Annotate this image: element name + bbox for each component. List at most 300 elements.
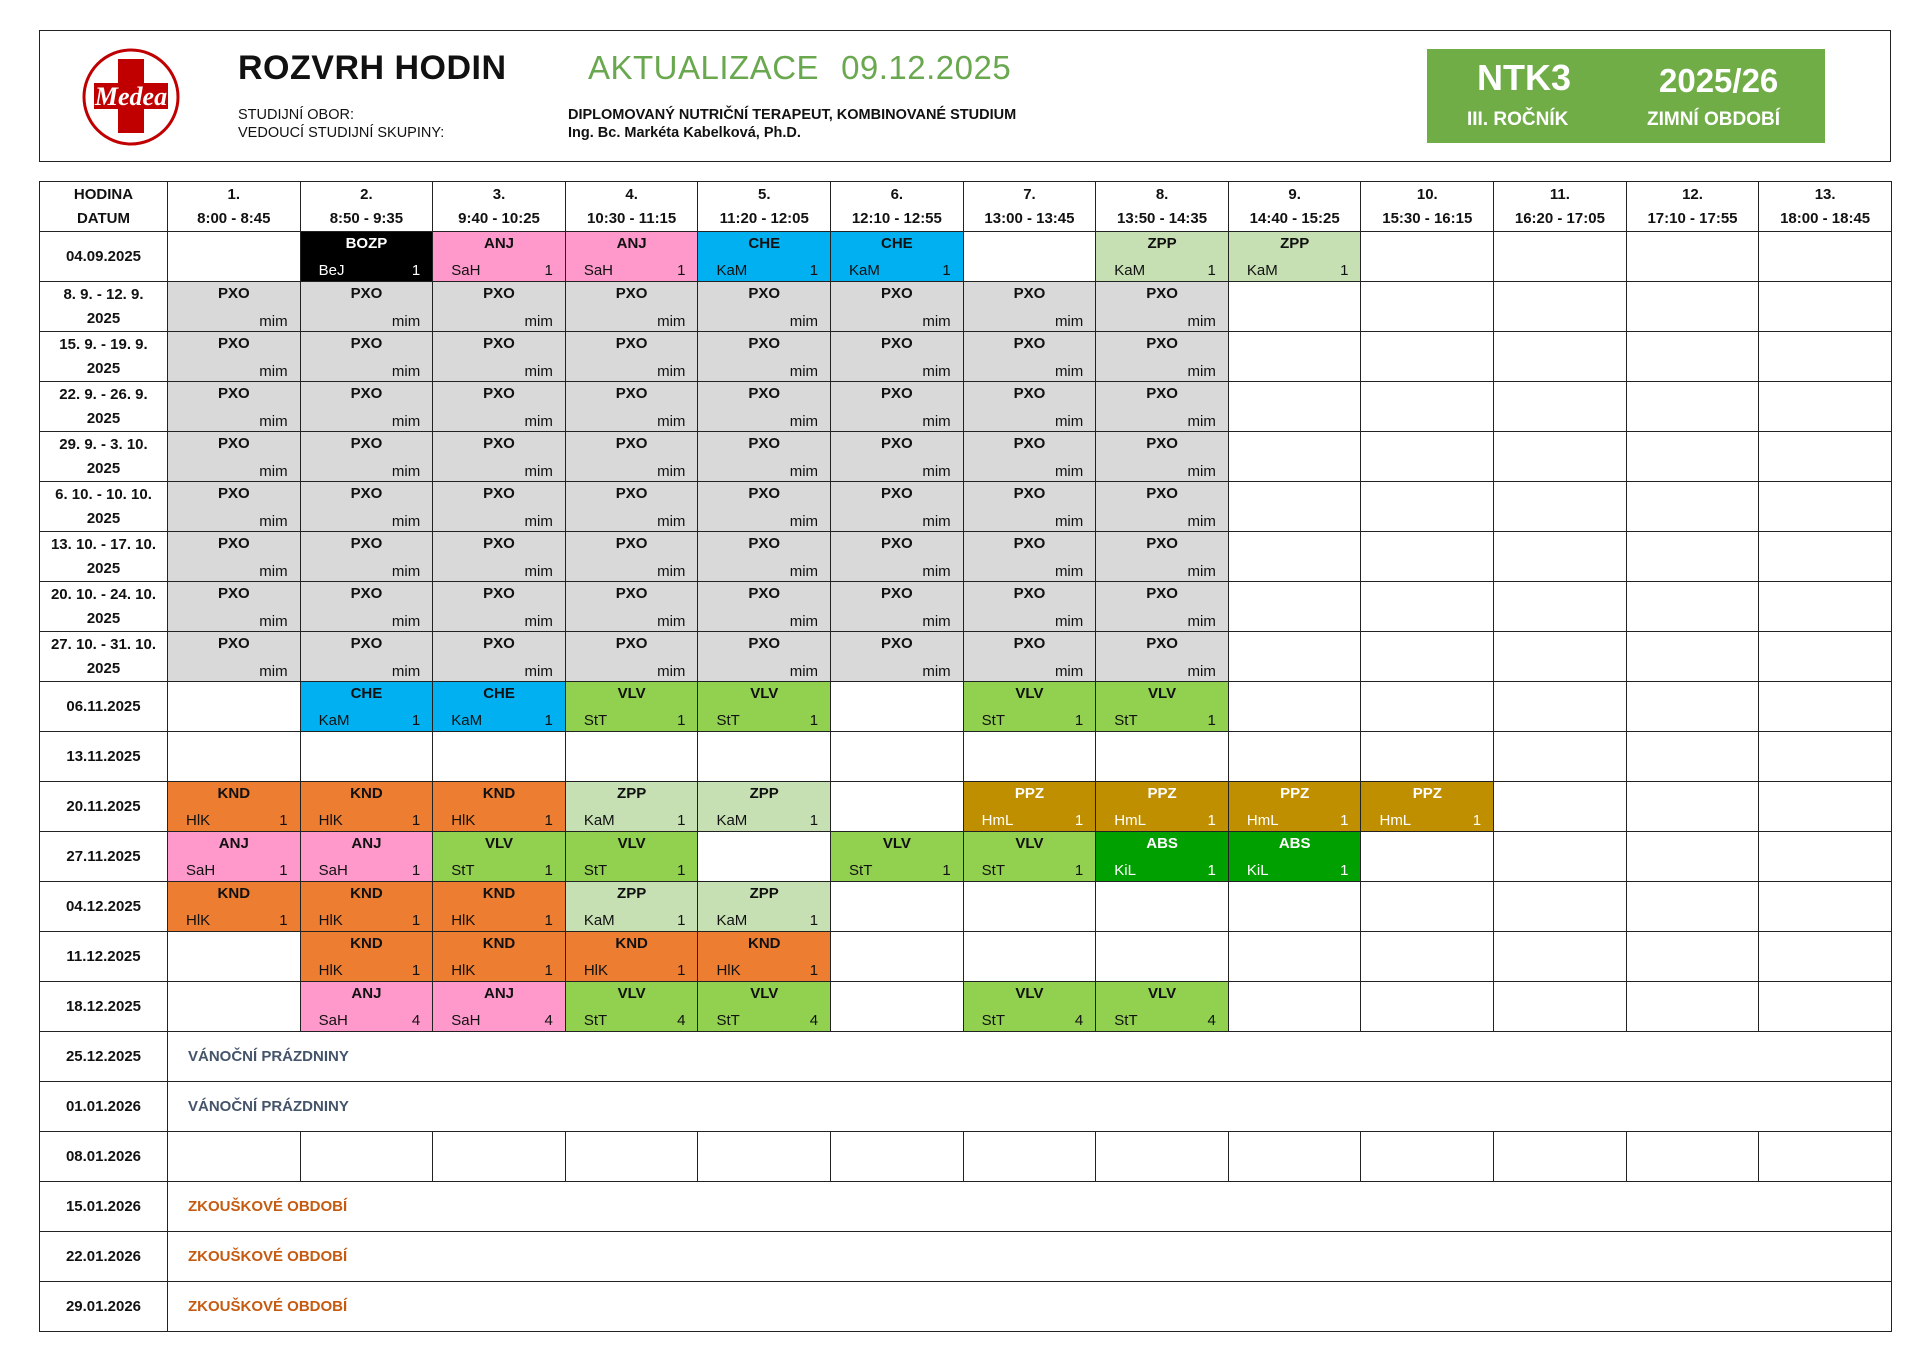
location-code: mim	[789, 463, 819, 480]
subject-code: ANJ	[484, 985, 515, 1002]
lesson-count: 1	[1340, 262, 1349, 279]
location-code: mim	[789, 313, 819, 330]
empty-cell	[1494, 382, 1627, 432]
empty-cell	[1228, 582, 1361, 632]
empty-cell	[168, 732, 301, 782]
location-code: mim	[922, 563, 951, 580]
lesson-cell	[433, 782, 566, 832]
date-cell	[40, 1232, 168, 1282]
lesson-cell	[831, 832, 964, 882]
lesson-count: 1	[1207, 262, 1216, 279]
lesson-count: 1	[809, 262, 819, 279]
teacher-code: StT	[981, 1012, 1005, 1029]
lesson-cell	[1096, 232, 1229, 282]
subject-code: PXO	[217, 285, 250, 302]
location-code: mim	[657, 613, 686, 630]
period-header	[565, 182, 698, 232]
lesson-cell	[1361, 782, 1494, 832]
teacher-code: HlK	[716, 962, 741, 979]
lesson-cell	[565, 782, 698, 832]
empty-cell	[1361, 932, 1494, 982]
location-code: mim	[1187, 563, 1216, 580]
date-cell	[40, 932, 168, 982]
teacher-code: HlK	[318, 962, 343, 979]
location-code: mim	[1187, 413, 1216, 430]
date-text: 2025	[86, 309, 121, 327]
lesson-cell	[698, 582, 831, 632]
date-cell	[40, 732, 168, 782]
subject-code: PXO	[881, 385, 913, 402]
empty-cell	[168, 232, 301, 282]
date-text: 20. 10. - 24. 10.	[50, 585, 157, 603]
lesson-cell	[698, 682, 831, 732]
subject-code: PXO	[350, 435, 383, 452]
teacher-code: HlK	[451, 962, 476, 979]
date-cell	[40, 232, 168, 282]
subject-code: PXO	[217, 335, 250, 352]
lesson-cell	[1096, 982, 1229, 1032]
svg-text:Medea: Medea	[94, 82, 168, 111]
table-row	[40, 282, 1892, 332]
empty-cell	[300, 1132, 433, 1182]
lesson-cell	[300, 382, 433, 432]
empty-cell	[1759, 482, 1892, 532]
lesson-cell	[1096, 382, 1229, 432]
lesson-cell	[831, 582, 964, 632]
date-text: 01.01.2026	[65, 1097, 142, 1115]
location-code: mim	[1054, 413, 1084, 430]
lesson-cell	[433, 382, 566, 432]
empty-cell	[1759, 932, 1892, 982]
lesson-cell	[168, 582, 301, 632]
teacher-code: HmL	[1114, 812, 1146, 829]
date-cell	[40, 532, 168, 582]
location-code: mim	[259, 663, 288, 680]
location-code: mim	[259, 313, 288, 330]
teacher-code: StT	[1114, 1012, 1138, 1029]
teacher-code: KaM	[583, 912, 615, 929]
teacher-code: SaH	[318, 862, 348, 879]
period-time: 9:40 - 10:25	[458, 209, 540, 227]
subject-code: PPZ	[1147, 785, 1177, 802]
date-cell	[40, 582, 168, 632]
date-text: 06.11.2025	[66, 697, 141, 715]
empty-cell	[698, 832, 831, 882]
academic-year: 2025/26	[1659, 62, 1779, 99]
table-row	[40, 1182, 1892, 1232]
date-text: 27. 10. - 31. 10.	[50, 635, 157, 653]
subject-code: ANJ	[484, 235, 515, 252]
empty-cell	[1361, 732, 1494, 782]
lesson-cell	[168, 482, 301, 532]
empty-cell	[1228, 932, 1361, 982]
lesson-cell	[168, 832, 301, 882]
lesson-cell	[565, 882, 698, 932]
subject-code: PXO	[748, 285, 781, 302]
date-text: 22. 9. - 26. 9.	[59, 385, 148, 403]
field-label: STUDIJNÍ OBOR:	[238, 107, 355, 123]
period-number: 10.	[1416, 185, 1438, 203]
lesson-cell	[433, 532, 566, 582]
semester: ZIMNÍ OBDOBÍ	[1647, 109, 1780, 130]
date-cell	[40, 1082, 168, 1132]
lesson-cell	[831, 332, 964, 382]
empty-cell	[1361, 582, 1494, 632]
corner-hour: HODINA	[73, 185, 134, 203]
period-time: 14:40 - 15:25	[1249, 209, 1340, 227]
subject-code: PXO	[483, 485, 515, 502]
field-value: DIPLOMOVANÝ NUTRIČNÍ TERAPEUT, KOMBINOVANÉ STUDIUM	[568, 107, 1017, 123]
teacher-code: HmL	[981, 812, 1014, 829]
lesson-cell	[1228, 232, 1361, 282]
teacher-code: BeJ	[318, 262, 345, 279]
location-code: mim	[1187, 663, 1216, 680]
location-code: mim	[524, 313, 553, 330]
empty-cell	[1361, 382, 1494, 432]
location-code: mim	[657, 413, 686, 430]
lesson-count: 1	[1074, 812, 1084, 829]
lesson-cell	[1228, 782, 1361, 832]
subject-code: VLV	[484, 835, 514, 852]
date-text: 2025	[86, 409, 121, 427]
subject-code: PXO	[483, 285, 515, 302]
empty-cell	[1361, 482, 1494, 532]
lesson-count: 1	[544, 812, 553, 829]
table-row	[40, 932, 1892, 982]
lesson-count: 1	[544, 912, 553, 929]
empty-cell	[1759, 732, 1892, 782]
lesson-count: 4	[809, 1012, 819, 1029]
location-code: mim	[1187, 463, 1216, 480]
period-number: 3.	[492, 185, 506, 203]
lesson-cell	[168, 632, 301, 682]
period-header	[1759, 182, 1892, 232]
location-code: mim	[922, 413, 951, 430]
lesson-cell	[300, 332, 433, 382]
location-code: mim	[1054, 313, 1084, 330]
location-code: mim	[922, 313, 951, 330]
subject-code: PXO	[350, 285, 383, 302]
location-code: mim	[657, 513, 686, 530]
location-code: mim	[259, 463, 288, 480]
location-code: mim	[657, 313, 686, 330]
location-code: mim	[391, 363, 421, 380]
period-time: 16:20 - 17:05	[1514, 209, 1605, 227]
period-header	[1626, 182, 1759, 232]
subject-code: VLV	[617, 835, 646, 852]
lesson-cell	[300, 832, 433, 882]
location-code: mim	[1054, 463, 1084, 480]
subject-code: CHE	[350, 685, 383, 702]
empty-cell	[831, 982, 964, 1032]
empty-cell	[1228, 882, 1361, 932]
date-text: 2025	[86, 509, 121, 527]
period-header	[168, 182, 301, 232]
lesson-cell	[300, 632, 433, 682]
teacher-code: SaH	[318, 1012, 348, 1029]
period-header	[1228, 182, 1361, 232]
period-number: 11.	[1549, 185, 1570, 203]
empty-cell	[1494, 482, 1627, 532]
period-note: ZKOUŠKOVÉ OBDOBÍ	[168, 1232, 1892, 1282]
subject-code: PXO	[217, 385, 250, 402]
date-cell	[40, 1132, 168, 1182]
teacher-code: StT	[716, 1012, 740, 1029]
teacher-code: StT	[583, 862, 608, 879]
table-row	[40, 882, 1892, 932]
lesson-cell	[1096, 582, 1229, 632]
subject-code: PXO	[350, 635, 383, 652]
empty-cell	[1759, 432, 1892, 482]
lesson-count: 1	[411, 862, 421, 879]
empty-cell	[1228, 532, 1361, 582]
subject-code: PXO	[1013, 335, 1046, 352]
date-text: 08.01.2026	[65, 1147, 142, 1165]
subject-code: KND	[217, 785, 251, 802]
lesson-cell	[1228, 832, 1361, 882]
teacher-code: StT	[981, 712, 1005, 729]
subject-code: PXO	[217, 635, 250, 652]
subject-code: PXO	[1013, 585, 1046, 602]
period-number: 6.	[890, 185, 904, 203]
empty-cell	[1626, 432, 1759, 482]
subject-code: PXO	[217, 535, 250, 552]
date-cell	[40, 982, 168, 1032]
empty-cell	[831, 1132, 964, 1182]
lesson-count: 1	[1207, 862, 1216, 879]
location-code: mim	[922, 463, 951, 480]
lesson-count: 1	[411, 262, 421, 279]
lesson-cell	[300, 982, 433, 1032]
subject-code: ZPP	[749, 885, 779, 902]
subject-code: PXO	[748, 385, 781, 402]
subject-code: ZPP	[1147, 235, 1177, 252]
table-row	[40, 1132, 1892, 1182]
subject-code: PXO	[881, 635, 913, 652]
teacher-code: HlK	[186, 812, 211, 829]
period-time: 10:30 - 11:15	[587, 209, 677, 227]
lesson-count: 1	[809, 962, 819, 979]
lesson-cell	[300, 232, 433, 282]
table-row	[40, 432, 1892, 482]
lesson-count: 4	[1074, 1012, 1084, 1029]
period-time: 18:00 - 18:45	[1780, 209, 1871, 227]
subject-code: PXO	[1013, 285, 1046, 302]
subject-code: PXO	[1146, 535, 1178, 552]
date-text: 15.01.2026	[65, 1197, 142, 1215]
empty-cell	[1494, 782, 1627, 832]
date-text: 2025	[86, 459, 121, 477]
table-row	[40, 1032, 1892, 1082]
period-header	[300, 182, 433, 232]
subject-code: PXO	[1146, 335, 1178, 352]
class-grade: III. ROČNÍK	[1467, 109, 1569, 130]
lesson-cell	[565, 532, 698, 582]
empty-cell	[1759, 382, 1892, 432]
empty-cell	[1759, 282, 1892, 332]
subject-code: KND	[482, 885, 516, 902]
subject-code: PXO	[1146, 485, 1178, 502]
lesson-count: 1	[1207, 812, 1216, 829]
lesson-cell	[565, 382, 698, 432]
empty-cell	[1626, 632, 1759, 682]
empty-cell	[565, 1132, 698, 1182]
subject-code: PXO	[881, 435, 913, 452]
period-time: 12:10 - 12:55	[851, 209, 942, 227]
lesson-cell	[1096, 482, 1229, 532]
corner-date: DATUM	[76, 209, 131, 227]
empty-cell	[1494, 532, 1627, 582]
lesson-count: 1	[677, 262, 686, 279]
empty-cell	[1361, 232, 1494, 282]
location-code: mim	[922, 663, 951, 680]
subject-code: VLV	[1015, 685, 1044, 702]
empty-cell	[1626, 282, 1759, 332]
subject-code: PXO	[217, 585, 250, 602]
subject-code: PXO	[615, 285, 648, 302]
subject-code: ANJ	[351, 835, 382, 852]
period-header	[1096, 182, 1229, 232]
subject-code: ANJ	[351, 985, 382, 1002]
lesson-cell	[1096, 632, 1229, 682]
table-row	[40, 832, 1892, 882]
empty-cell	[1759, 232, 1892, 282]
empty-cell	[1626, 682, 1759, 732]
period-number: 1.	[227, 185, 241, 203]
location-code: mim	[789, 563, 819, 580]
empty-cell	[1361, 282, 1494, 332]
period-time: 13:00 - 13:45	[984, 209, 1075, 227]
location-code: mim	[259, 563, 288, 580]
date-text: 04.12.2025	[65, 897, 142, 915]
empty-cell	[1626, 482, 1759, 532]
lesson-cell	[698, 482, 831, 532]
lesson-cell	[1096, 782, 1229, 832]
period-number: 5.	[757, 185, 771, 203]
subject-code: PXO	[350, 535, 383, 552]
date-text: 6. 10. - 10. 10.	[55, 485, 152, 503]
subject-code: KND	[615, 935, 648, 952]
empty-cell	[698, 1132, 831, 1182]
empty-cell	[1494, 882, 1627, 932]
location-code: mim	[657, 363, 686, 380]
empty-cell	[1759, 1132, 1892, 1182]
lesson-cell	[433, 832, 566, 882]
empty-cell	[565, 732, 698, 782]
date-text: 29. 9. - 3. 10.	[59, 435, 148, 453]
period-number: 9.	[1288, 185, 1301, 203]
lesson-cell	[300, 282, 433, 332]
lesson-cell	[565, 682, 698, 732]
period-number: 2.	[360, 185, 373, 203]
teacher-code: HlK	[186, 912, 211, 929]
location-code: mim	[259, 363, 288, 380]
period-header	[433, 182, 566, 232]
period-time: 13:50 - 14:35	[1117, 209, 1208, 227]
location-code: mim	[524, 463, 553, 480]
subject-code: PXO	[748, 485, 781, 502]
location-code: mim	[391, 563, 421, 580]
lesson-cell	[168, 382, 301, 432]
lesson-count: 1	[677, 812, 686, 829]
lesson-count: 1	[279, 912, 288, 929]
empty-cell	[1494, 432, 1627, 482]
lesson-cell	[433, 482, 566, 532]
date-text: 2025	[86, 559, 121, 577]
update-stamp	[588, 49, 1011, 87]
location-code: mim	[524, 563, 553, 580]
location-code: mim	[1054, 663, 1084, 680]
lesson-cell	[831, 632, 964, 682]
empty-cell	[1759, 882, 1892, 932]
subject-code: PXO	[350, 485, 383, 502]
lesson-cell	[433, 632, 566, 682]
subject-code: PXO	[350, 585, 383, 602]
empty-cell	[1228, 632, 1361, 682]
empty-cell	[168, 682, 301, 732]
medea-logo	[78, 47, 184, 147]
subject-code: PXO	[615, 635, 648, 652]
table-row	[40, 1082, 1892, 1132]
subject-code: KND	[350, 785, 383, 802]
lesson-cell	[963, 582, 1096, 632]
empty-cell	[963, 1132, 1096, 1182]
empty-cell	[963, 732, 1096, 782]
table-row	[40, 482, 1892, 532]
lesson-cell	[433, 282, 566, 332]
table-row	[40, 582, 1892, 632]
lesson-cell	[565, 932, 698, 982]
lesson-count: 1	[544, 862, 553, 879]
date-cell	[40, 332, 168, 382]
lesson-count: 1	[411, 912, 421, 929]
subject-code: KND	[350, 885, 383, 902]
subject-code: PXO	[1013, 535, 1046, 552]
subject-code: ANJ	[218, 835, 249, 852]
lesson-count: 1	[677, 862, 686, 879]
lesson-count: 1	[677, 712, 686, 729]
empty-cell	[1759, 582, 1892, 632]
location-code: mim	[922, 513, 951, 530]
empty-cell	[1626, 332, 1759, 382]
teacher-code: StT	[583, 1012, 608, 1029]
subject-code: PXO	[483, 385, 515, 402]
subject-code: ABS	[1146, 835, 1178, 852]
subject-code: ZPP	[1280, 235, 1310, 252]
lesson-cell	[698, 432, 831, 482]
teacher-code: HlK	[318, 912, 343, 929]
lesson-cell	[168, 782, 301, 832]
subject-code: PXO	[615, 535, 648, 552]
empty-cell	[1361, 832, 1494, 882]
subject-code: PXO	[1146, 285, 1178, 302]
empty-cell	[168, 1132, 301, 1182]
period-number: 13.	[1814, 185, 1836, 203]
teacher-code: HlK	[451, 812, 476, 829]
empty-cell	[1626, 882, 1759, 932]
empty-cell	[1759, 982, 1892, 1032]
subject-code: PXO	[1146, 635, 1178, 652]
lesson-count: 1	[942, 862, 951, 879]
location-code: mim	[922, 613, 951, 630]
empty-cell	[1228, 682, 1361, 732]
lesson-cell	[831, 432, 964, 482]
date-cell	[40, 282, 168, 332]
teacher-code: KiL	[1114, 862, 1136, 879]
empty-cell	[1494, 832, 1627, 882]
period-note: ZKOUŠKOVÉ OBDOBÍ	[168, 1282, 1892, 1332]
subject-code: PXO	[881, 585, 913, 602]
